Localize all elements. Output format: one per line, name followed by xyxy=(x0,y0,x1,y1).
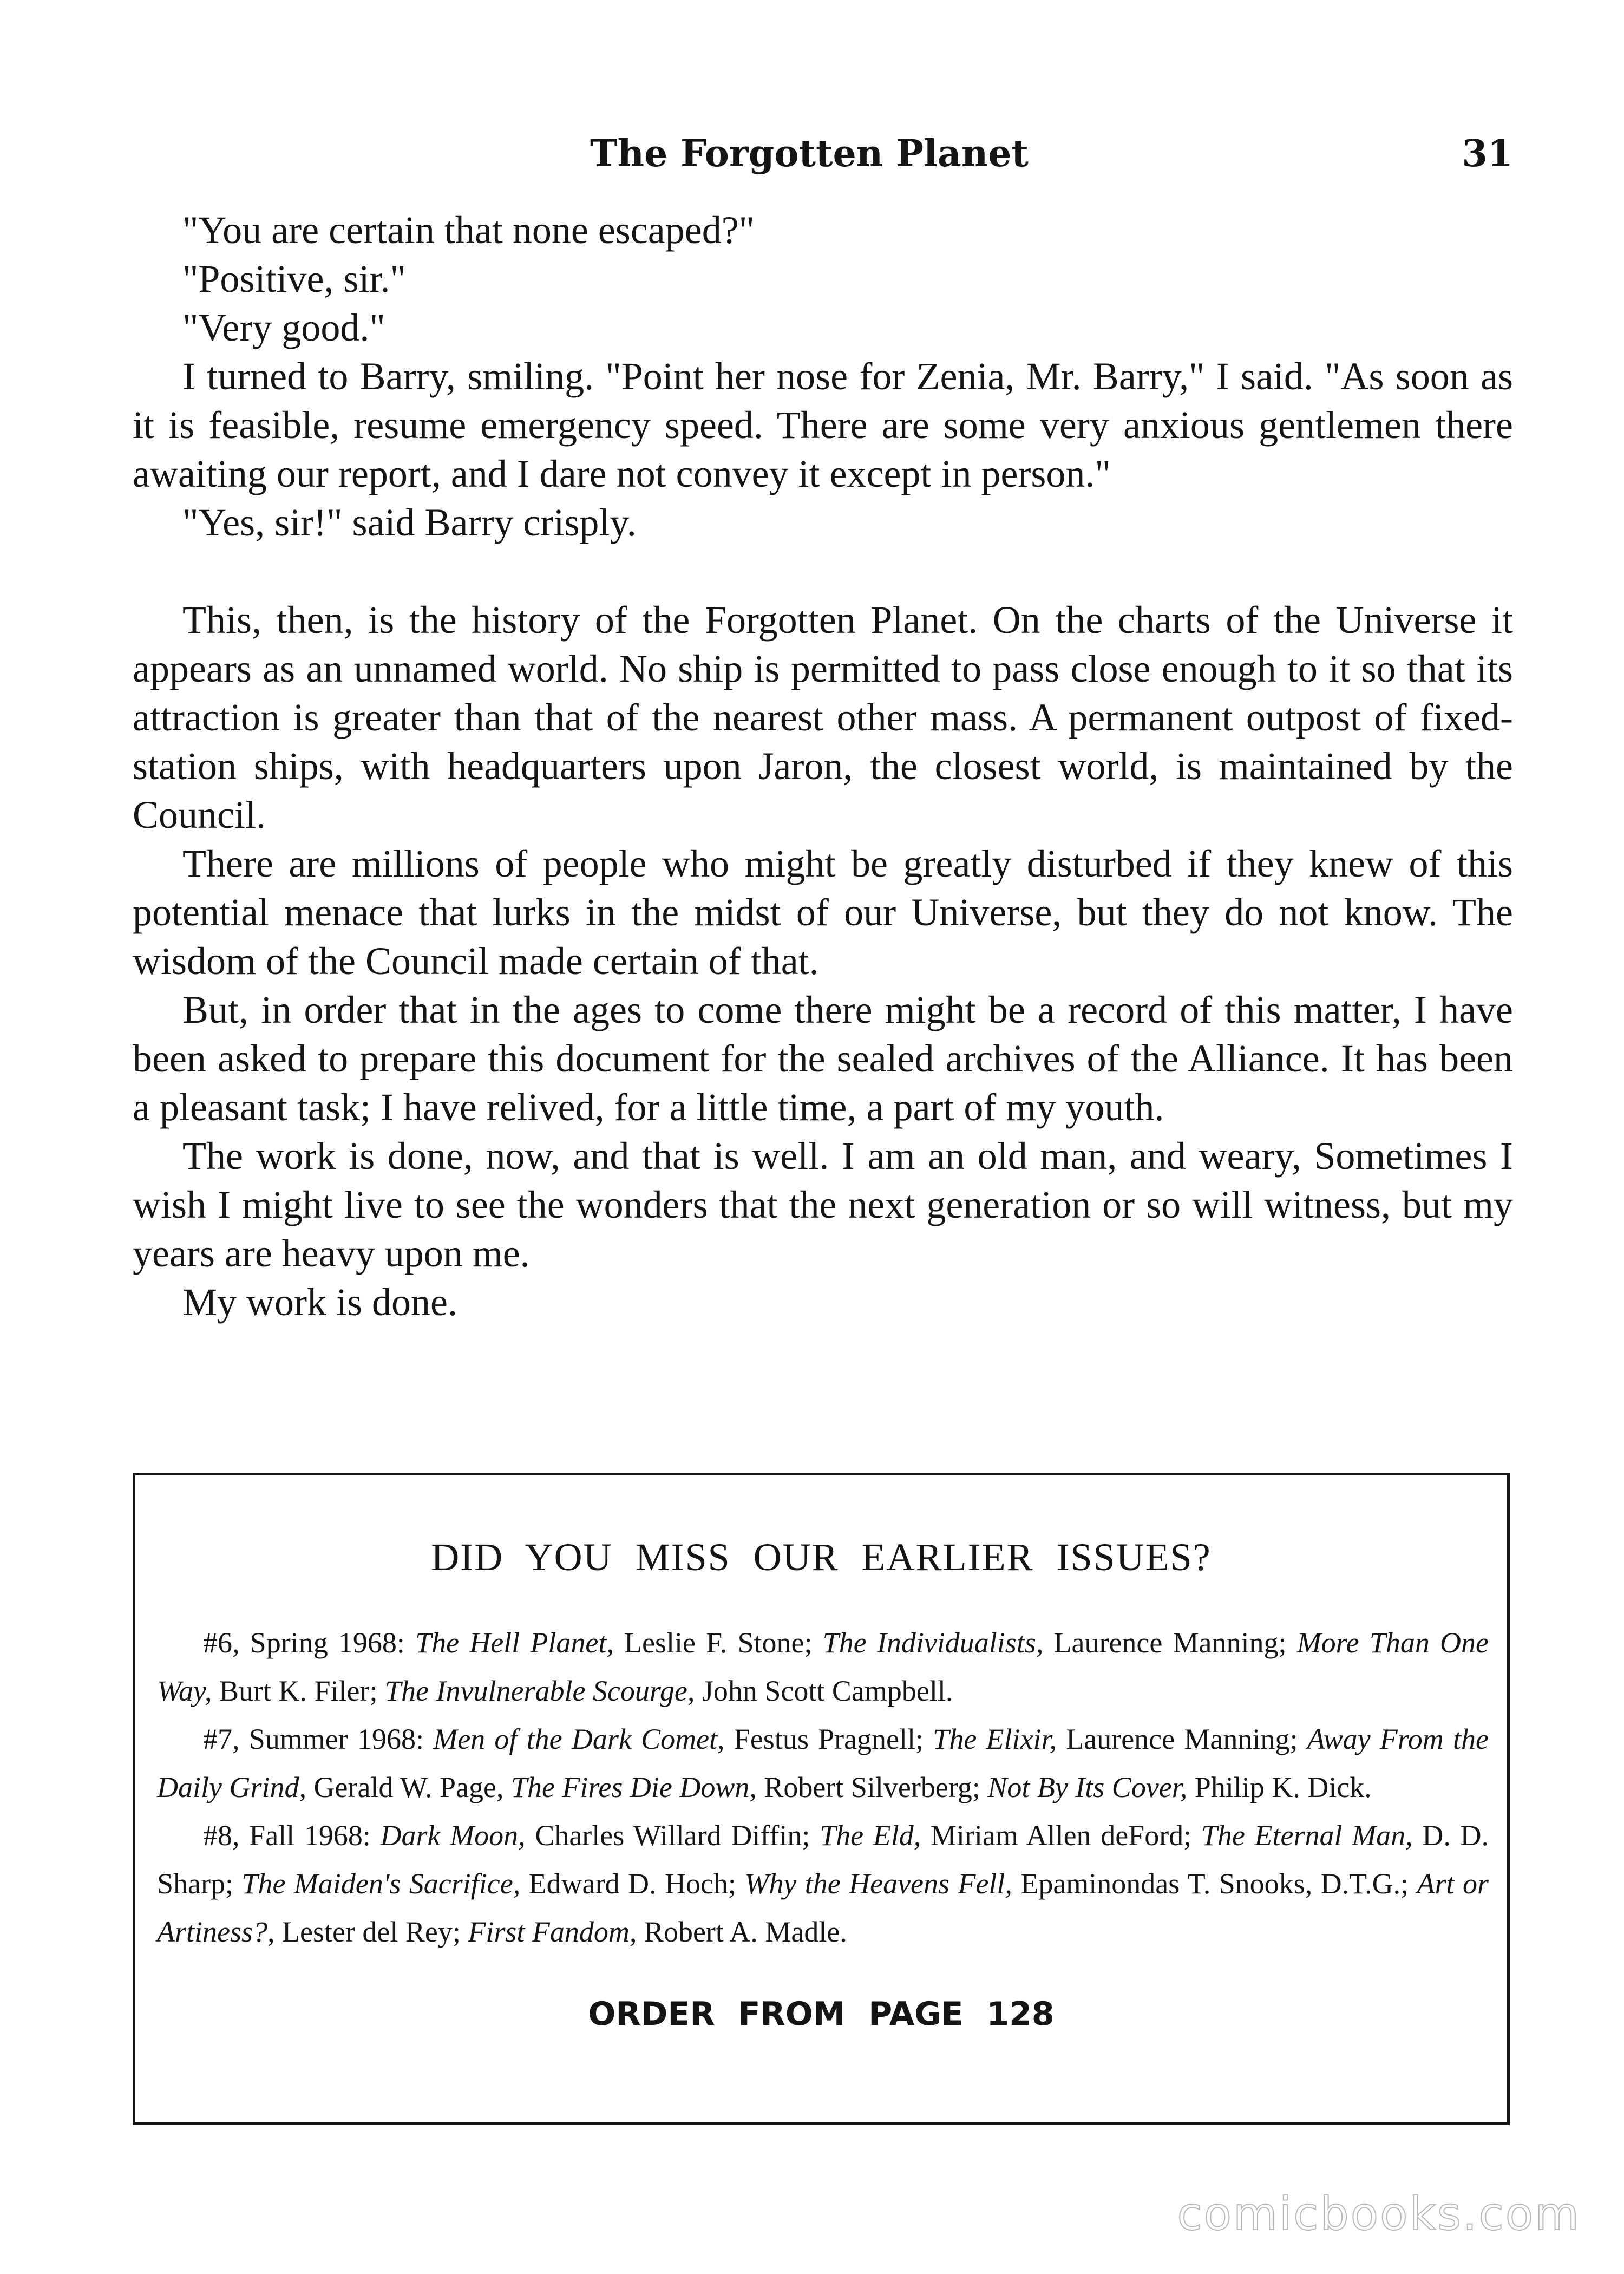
story-author: Robert A. Madle. xyxy=(637,1916,847,1948)
story-author: Epaminondas T. Snooks, D.T.G.; xyxy=(1012,1867,1417,1900)
issue-label: #8, Fall 1968: xyxy=(203,1819,381,1852)
story-author: Leslie F. Stone; xyxy=(613,1626,823,1659)
story-paragraph: This, then, is the history of the Forgotten Planet. On the charts of the Universe it appears as an unnamed world. No ship is permitted to pass close enough to it so that its attraction is greater than that of the nearest other mass. A permanent outpost of fixed-station ships, with headquarters upon Jaron, the closest world, is maintained by the Council. xyxy=(133,598,1513,837)
story-paragraph: "You are certain that none escaped?" xyxy=(182,208,755,252)
story-title: Why the Heavens Fell, xyxy=(744,1867,1012,1900)
issue-label: #7, Summer 1968: xyxy=(203,1723,434,1755)
story-title: The Eternal Man, xyxy=(1201,1819,1413,1852)
story-title: Men of the Dark Comet, xyxy=(433,1723,725,1755)
story-title: The Invulnerable Scourge, xyxy=(385,1675,695,1707)
story-title: The Fires Die Down, xyxy=(510,1771,757,1803)
story-title: Art or Artiness?, xyxy=(157,1867,1489,1948)
story-author: Philip K. Dick. xyxy=(1187,1771,1372,1803)
story-author: Edward D. Hoch; xyxy=(520,1867,745,1900)
story-author: Burt K. Filer; xyxy=(212,1675,385,1707)
story-paragraph: "Yes, sir!" said Barry crisply. xyxy=(182,501,637,544)
issue-list xyxy=(157,1619,1489,1956)
story-author: Robert Silverberg; xyxy=(756,1771,988,1803)
page-number: 31 xyxy=(1462,132,1513,175)
story-text xyxy=(133,206,1513,1327)
story-author: D. D. Sharp; xyxy=(157,1819,1489,1900)
story-title: The Elixir, xyxy=(933,1723,1057,1755)
story-author: Laurence Manning; xyxy=(1043,1626,1297,1659)
story-author: Gerald W. Page, xyxy=(306,1771,511,1803)
issue-label: #6, Spring 1968: xyxy=(203,1626,416,1659)
story-paragraph: There are millions of people who might be greatly disturbed if they knew of this potential menace that lurks in the midst of our Universe, but they do not know. The wisdom of the Council made certain of that. xyxy=(133,842,1513,983)
page-header xyxy=(133,126,1513,185)
story-title: The Hell Planet, xyxy=(415,1626,614,1659)
story-title: More Than One Way, xyxy=(157,1626,1489,1707)
running-title: The Forgotten Planet xyxy=(590,132,1029,175)
story-author: Festus Pragnell; xyxy=(724,1723,933,1755)
story-title: Dark Moon, xyxy=(380,1819,526,1852)
issue-entry xyxy=(157,1812,1489,1956)
story-paragraph: "Very good." xyxy=(182,306,385,349)
story-paragraph: "Positive, sir." xyxy=(182,257,406,300)
story-title: Not By Its Cover, xyxy=(987,1771,1188,1803)
story-author: Charles Willard Diffin; xyxy=(525,1819,820,1852)
story-author: Lester del Rey; xyxy=(274,1916,468,1948)
ad-title: DID YOU MISS OUR EARLIER ISSUES? xyxy=(431,1535,1212,1579)
story-paragraph: My work is done. xyxy=(182,1280,457,1324)
story-author: John Scott Campbell. xyxy=(695,1675,953,1707)
watermark: comicbooks.com xyxy=(1177,2187,1581,2240)
story-author: Miriam Allen deFord; xyxy=(921,1819,1201,1852)
story-title: The Maiden's Sacrifice, xyxy=(241,1867,521,1900)
story-title: Away From the Daily Grind, xyxy=(157,1723,1489,1803)
issue-entry xyxy=(157,1619,1489,1715)
story-title: The Eld, xyxy=(820,1819,921,1852)
issue-entry xyxy=(157,1715,1489,1812)
story-paragraph: I turned to Barry, smiling. "Point her nose for Zenia, Mr. Barry," I said. "As soon as it is feasible, resume emergency speed. There are some very anxious gentlemen there awaiting our report, and I dare not convey it except in person." xyxy=(133,355,1513,495)
story-paragraph: The work is done, now, and that is well. I am an old man, and weary, Sometimes I wish I might live to see the wonders that the next generation or so will witness, but my years are heavy upon me. xyxy=(133,1134,1513,1275)
story-title: First Fandom, xyxy=(468,1916,637,1948)
story-title: The Individualists, xyxy=(822,1626,1044,1659)
story-paragraph: But, in order that in the ages to come there might be a record of this matter, I have been asked to prepare this document for the sealed archives of the Alliance. It has been a pleasant task; I have relived, for a little time, a part of my youth. xyxy=(133,988,1513,1129)
story-author: Laurence Manning; xyxy=(1057,1723,1307,1755)
earlier-issues-ad xyxy=(133,1473,1510,2125)
order-from-page-line: ORDER FROM PAGE 128 xyxy=(588,1995,1055,2033)
